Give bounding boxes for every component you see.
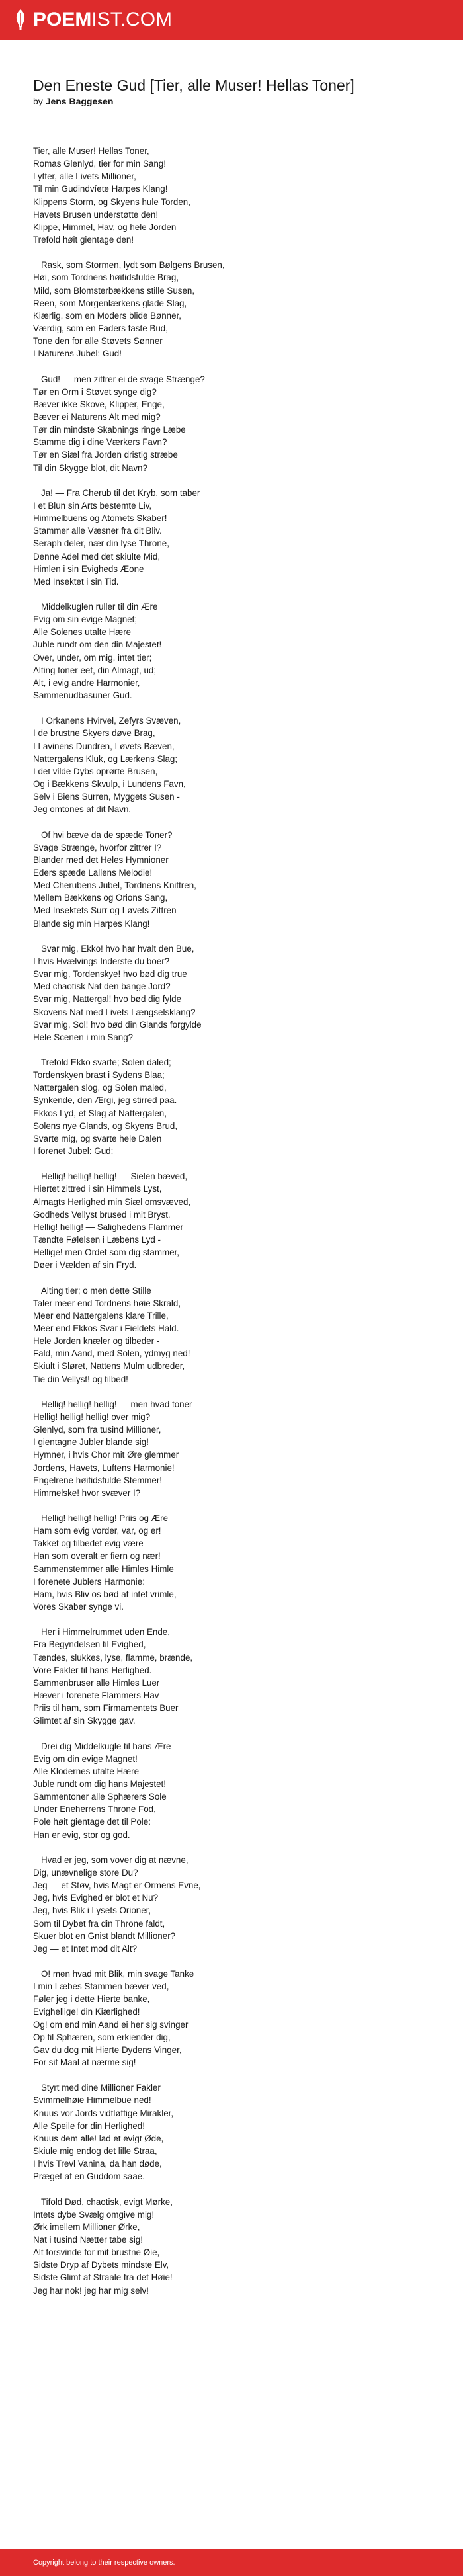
poem-line: Han er evig, stor og god. [33, 1829, 130, 1840]
poem-stanza [33, 714, 463, 815]
logo-text-light: IST.COM [91, 9, 173, 30]
poem-line: Jeg — et Intet mod dit Alt? [33, 1943, 138, 1954]
poem-line: Skovens Nat med Livets Længselsklang? [33, 1007, 196, 1017]
poem-line: Dig, unævnelige store Du? [33, 1867, 138, 1878]
poem-line: Evig om din evige Magnet! [33, 1753, 138, 1764]
poem-line: Klippens Storm, og Skyens hule Torden, [33, 196, 190, 207]
poem-line: Jeg, hvis Blik i Lysets Orioner, [33, 1905, 151, 1916]
poem-stanza [33, 2081, 463, 2182]
poem-line: Styrt med dine Millioner Fakler [41, 2083, 161, 2093]
poem-line: Mild, som Blomsterbækkens stille Susen, [33, 285, 195, 296]
poem-line: Sammenudbasuner Gud. [33, 690, 132, 701]
poem-line: Sammentoner alle Sphærers Sole [33, 1792, 167, 1802]
poem-line: Op til Sphæren, som erkiender dig, [33, 2032, 171, 2042]
poem-line: For sit Maal at nærme sig! [33, 2057, 136, 2068]
poem-line: Tone den for alle Støvets Sønner [33, 336, 163, 347]
poem-line: Glenlyd, som fra tusind Millioner, [33, 1425, 161, 1435]
poem-line: Han som overalt er fiern og nær! [33, 1551, 161, 1561]
poem-line: Himmelske! hvor svæver I? [33, 1487, 141, 1498]
poem-line: Værdig, som en Faders faste Bud, [33, 323, 168, 334]
poem-line: Synkende, den Ærgi, jeg stirred paa. [33, 1095, 177, 1106]
poem-stanza [33, 1284, 463, 1386]
poem-line: Med Cherubens Jubel, Tordnens Knittren, [33, 880, 196, 891]
poem-line: Høi, som Tordnens høitidsfulde Brag, [33, 272, 179, 283]
poem-line: Knuus dem alle! lad et evigt Øde, [33, 2133, 164, 2143]
poem-line: Romas Glenlyd, tier for min Sang! [33, 159, 166, 169]
poem-line: Seraph deler, nær din lyse Throne, [33, 538, 169, 549]
poem-line: Svar mig, Nattergal! hvo bød dig fylde [33, 994, 182, 1005]
poem-line: Pole høit gientage det til Pole: [33, 1817, 151, 1827]
poem-line: Svar mig, Sol! hvo bød din Glands forgylde [33, 1019, 202, 1030]
poem-line: Tændte Følelsen i Læbens Lyd - [33, 1235, 161, 1245]
poem-line: Tier, alle Muser! Hellas Toner, [33, 146, 149, 156]
poem-line: Mellem Bækkens og Orions Sang, [33, 893, 168, 903]
poem-line: Hymner, i hvis Chor mit Øre glemmer [33, 1450, 179, 1460]
poem-line: Tør din mindste Skabnings ringe Læbe [33, 425, 186, 435]
poem-line: Juble rundt om dig hans Majestet! [33, 1778, 166, 1789]
poem-line: I Naturens Jubel: Gud! [33, 349, 122, 359]
poem-line: Kiærlig, som en Moders blide Bønner, [33, 310, 182, 321]
poem-line: Hele Scenen i min Sang? [33, 1032, 134, 1042]
poem-line: Nattergalens Kluk, og Lærkens Slag; [33, 753, 178, 764]
poem-line: Hellig! hellig! hellig! Priis og Ære [41, 1513, 169, 1523]
poem-line: I Lavinens Dundren, Løvets Bæven, [33, 741, 175, 751]
poem-line: Gud! — men zittrer ei de svage Strænge? [41, 374, 205, 384]
poem-line: Alt forsvinde for mit brustne Øie, [33, 2247, 160, 2258]
poem-line: Svage Strænge, hvorfor zittrer I? [33, 842, 162, 852]
poem-line: Alle Klodernes utalte Hære [33, 1766, 140, 1776]
poem-line: Ekkos Lyd, et Slag af Nattergalen, [33, 1108, 167, 1118]
poem-stanza [33, 1056, 463, 1157]
poem-line: Vore Fakler til hans Herlighed. [33, 1665, 152, 1675]
poem-line: Jeg har nok! jeg har mig selv! [33, 2285, 149, 2296]
poem-line: Sidste Glimt af Straale fra det Høie! [33, 2272, 173, 2283]
poem-line: Takket og tilbedet evig være [33, 1538, 144, 1549]
poem-line: Ja! — Fra Cherub til det Kryb, som taber [41, 487, 200, 498]
byline-prefix: by [33, 96, 43, 106]
poem-line: Alting tier; o men dette Stille [41, 1285, 151, 1296]
poem-line: Til din Skygge blot, dit Navn? [33, 462, 147, 473]
poem-line: Himlen i sin Evigheds Æone [33, 563, 144, 574]
poem-line: Fald, min Aand, med Solen, ydmyg ned! [33, 1349, 190, 1359]
poem-byline [33, 95, 463, 108]
poem-line: Tie din Vellyst! og tilbed! [33, 1374, 128, 1384]
poem-line: Intets dybe Svælg omgive mig! [33, 2209, 155, 2220]
poem-line: Svar mig, Ekko! hvo har hvalt den Bue, [41, 943, 194, 954]
poem-line: Knuus vor Jords vidtløftige Mirakler, [33, 2108, 174, 2118]
poem-author-link[interactable]: Jens Baggesen [45, 96, 114, 106]
poem-line: Til min Gudindvíete Harpes Klang! [33, 184, 168, 194]
poem-line: Svar mig, Tordenskye! hvo bød dig true [33, 969, 187, 979]
poem-line: Evighellige! din Kiærlighed! [33, 2007, 140, 2017]
poem-line: Ham som evig vorder, var, og er! [33, 1526, 161, 1536]
poem-stanza [33, 1398, 463, 1499]
poem-line: Engelrene høitidsfulde Stemmer! [33, 1475, 163, 1485]
poem-line: Stamme dig i dine Værkers Favn? [33, 437, 167, 448]
poem-stanza [33, 829, 463, 930]
poem-line: Nattergalen slog, og Solen maled, [33, 1083, 167, 1093]
poem-line: Klippe, Himmel, Hav, og hele Jorden [33, 222, 177, 232]
poem-line: Svarte mig, og svarte hele Dalen [33, 1133, 162, 1143]
poem-line: Trefold Ekko svarte; Solen daled; [41, 1058, 171, 1067]
poem-line: Under Eneherrens Throne Fod, [33, 1804, 156, 1815]
poem-line: Reen, som Morgenlærkens glade Slag, [33, 298, 187, 308]
quill-pen-icon [13, 9, 28, 31]
poem-line: Med chaotisk Nat den bange Jord? [33, 981, 171, 992]
poem-line: Hellig! hellig! hellig! — men hvad toner [41, 1399, 192, 1409]
poem-line: Sidste Dryp af Dybets mindste Elv, [33, 2260, 169, 2270]
site-footer [0, 2549, 463, 2576]
poem-line: I Orkanens Hvirvel, Zefyrs Svæven, [41, 716, 181, 726]
poem-line: Himmelbuens og Atomets Skaber! [33, 513, 167, 524]
poem-line: Solens nye Glands, og Skyens Brud, [33, 1120, 178, 1131]
poem-line: Alle Solenes utalte Hære [33, 627, 132, 638]
poem-line: Of hvi bæve da de spæde Toner? [41, 829, 173, 840]
poem-title: Den Eneste Gud [Tier, alle Muser! Hellas Toner] [33, 77, 355, 94]
poem-body [33, 145, 463, 2297]
poem-line: Skuer blot en Gnist blandt Millioner? [33, 1931, 176, 1941]
poem-line: Godheds Vellyst brused i mit Bryst. [33, 1209, 171, 1220]
poem-line: Døer i Vælden af sin Fryd. [33, 1260, 137, 1270]
poem-stanza [33, 1968, 463, 2069]
poem-line: Ørk imellem Millioner Ørke, [33, 2222, 140, 2232]
poem-stanza [33, 1626, 463, 1727]
poem-line: Taler meer end Tordnens høie Skrald, [33, 1298, 181, 1308]
poem-stanza [33, 259, 463, 360]
poem-line: Svimmelhøie Himmelbue ned! [33, 2095, 151, 2106]
poem-line: Gav du dog mit Hierte Dydens Vinger, [33, 2044, 182, 2055]
logo-text-bold: POEM [33, 9, 92, 30]
poem-line: Tør en Siæl fra Jorden dristig stræbe [33, 450, 178, 460]
poem-line: I forenet Jubel: Gud: [33, 1146, 114, 1157]
poem-line: Blander med det Heles Hymnioner [33, 854, 169, 865]
poem-line: Meer end Nattergalens klare Trille, [33, 1310, 169, 1321]
poem-line: Meer end Ekkos Svar i Fieldets Hald. [33, 1323, 179, 1333]
poem-line: Middelkuglen ruller til din Ære [41, 602, 158, 612]
poem-line: Hellig! hellig! hellig! over mig? [33, 1411, 151, 1422]
poem-line: Som til Dybet fra din Throne faldt, [33, 1918, 165, 1929]
poem-line: Stammer alle Væsner fra dit Bliv. [33, 526, 162, 536]
poem-line: Jeg, hvis Evighed er blot et Nu? [33, 1893, 159, 1903]
poem-line: Jeg — et Støv, hvis Magt er Ormens Evne, [33, 1880, 201, 1891]
poem-line: Hellig! hellig! — Salighedens Flammer [33, 1222, 183, 1232]
site-header [0, 0, 463, 40]
poem-line: Og! om end min Aand ei her sig svinger [33, 2019, 189, 2030]
poem-line: Tør en Orm i Støvet synge dig? [33, 386, 157, 397]
site-logo[interactable] [13, 9, 172, 31]
poem-line: Hiertet zittred i sin Himmels Lyst, [33, 1184, 162, 1194]
poem-line: Med Insektet i sin Tid. [33, 576, 119, 587]
poem-line: Rask, som Stormen, lydt som Bølgens Brusen, [41, 260, 225, 270]
poem-line: Jeg omtones af dit Navn. [33, 804, 132, 815]
poem-stanza [33, 1512, 463, 1613]
poem-line: I det vilde Dybs oprørte Brusen, [33, 766, 158, 776]
poem-line: Hellig! hellig! hellig! — Sielen bæved, [41, 1171, 188, 1182]
poem-line: Jordens, Havets, Luftens Harmonie! [33, 1462, 175, 1473]
poem-line: Hæver i forenete Flammers Hav [33, 1690, 159, 1701]
poem-line: Fra Begyndelsen til Evighed, [33, 1640, 146, 1650]
poem-line: I de brustne Skyers døve Brag, [33, 728, 155, 739]
poem-line: Eders spæde Lallens Melodie! [33, 867, 153, 878]
poem-line: Ham, hvis Bliv os bød af intet vrimle, [33, 1589, 177, 1599]
poem-line: Hellige! men Ordet som dig stammer, [33, 1247, 180, 1258]
poem-line: Tordenskyen brast i Sydens Blaa; [33, 1070, 165, 1081]
poem-line: I min Læbes Stammen bæver ved, [33, 1981, 169, 1992]
poem-line: Almagts Herlighed min Siæl omsvæved, [33, 1196, 191, 1207]
logo-text [33, 10, 172, 30]
poem-stanza [33, 145, 463, 246]
poem-line: Føler jeg i dette Hierte banke, [33, 1994, 150, 2005]
poem-line: Og i Bækkens Skvulp, i Lundens Favn, [33, 779, 186, 790]
poem-line: Vores Skaber synge vi. [33, 1602, 124, 1612]
poem-line: Over, under, om mig, intet tier; [33, 652, 152, 663]
poem-line: Præget af en Guddom saae. [33, 2171, 145, 2182]
copyright-text: Copyright belong to their respective owners. [33, 2558, 175, 2567]
poem-line: I forenete Jublers Harmonie: [33, 1576, 145, 1587]
poem-line: Bæver ikke Skove, Klipper, Enge, [33, 399, 165, 409]
poem-line: Sammenbruser alle Himles Luer [33, 1677, 160, 1688]
poem-stanza [33, 1740, 463, 1841]
poem-line: Nat i tusind Nætter tabe sig! [33, 2234, 143, 2245]
poem-line: Alt, i evig andre Harmonier, [33, 677, 140, 688]
poem-line: Lytter, alle Livets Millioner, [33, 171, 136, 182]
poem-line: Drei dig Middelkugle til hans Ære [41, 1741, 171, 1751]
poem-line: I gientagne Jubler blande sig! [33, 1437, 149, 1448]
poem-line: Tændes, slukkes, lyse, flamme, brænde, [33, 1652, 193, 1663]
poem-line: O! men hvad mit Blik, min svage Tanke [41, 1969, 194, 1979]
poem-line: I hvis Hvælvings Inderste du boer? [33, 956, 170, 966]
poem-line: Hele Jorden knæler og tilbeder - [33, 1336, 160, 1347]
poem-line: Hvad er jeg, som vover dig at nævne, [41, 1854, 189, 1865]
poem-line: Her i Himmelrummet uden Ende, [41, 1627, 170, 1638]
poem-line: Alting toner eet, din Almagt, ud; [33, 665, 157, 675]
poem-line: Glimtet af sin Skygge gav. [33, 1716, 136, 1726]
poem-stanza [33, 1854, 463, 1955]
poem-stanza [33, 487, 463, 588]
poem-stanza [33, 2196, 463, 2297]
poem-line: Bæver ei Naturens Alt med mig? [33, 411, 161, 422]
poem-line: Med Insektets Surr og Løvets Zittren [33, 905, 177, 916]
poem-line: Evig om sin evige Magnet; [33, 614, 138, 625]
poem-line: I hvis Trevl Vanina, da han døde, [33, 2159, 162, 2169]
poem-line: Selv i Biens Surren, Myggets Susen - [33, 792, 180, 802]
poem-content [0, 40, 463, 2549]
poem-stanza [33, 601, 463, 702]
poem-line: Skiult i Sløret, Nattens Mulm udbreder, [33, 1361, 185, 1372]
poem-line: Juble rundt om den din Majestet! [33, 640, 162, 650]
poem-line: Blande sig min Harpes Klang! [33, 918, 150, 929]
poem-stanza [33, 942, 463, 1044]
poem-stanza [33, 373, 463, 474]
poem-line: Priis til ham, som Firmamentets Buer [33, 1703, 179, 1714]
poem-line: Sammenstemmer alle Himles Himle [33, 1563, 174, 1574]
poem-line: Alle Speile for din Herlighed! [33, 2120, 145, 2131]
poem-line: Skiule mig endog det lille Straa, [33, 2146, 157, 2157]
poem-line: I et Blun sin Arts bestemte Liv, [33, 500, 152, 511]
poem-line: Trefold høit gientage den! [33, 235, 134, 245]
poem-stanza [33, 1170, 463, 1271]
poem-line: Tifold Død, chaotisk, evigt Mørke, [41, 2196, 173, 2207]
poem-line: Denne Adel med det skiulte Mid, [33, 551, 161, 561]
poem-line: Havets Brusen understøtte den! [33, 209, 159, 220]
